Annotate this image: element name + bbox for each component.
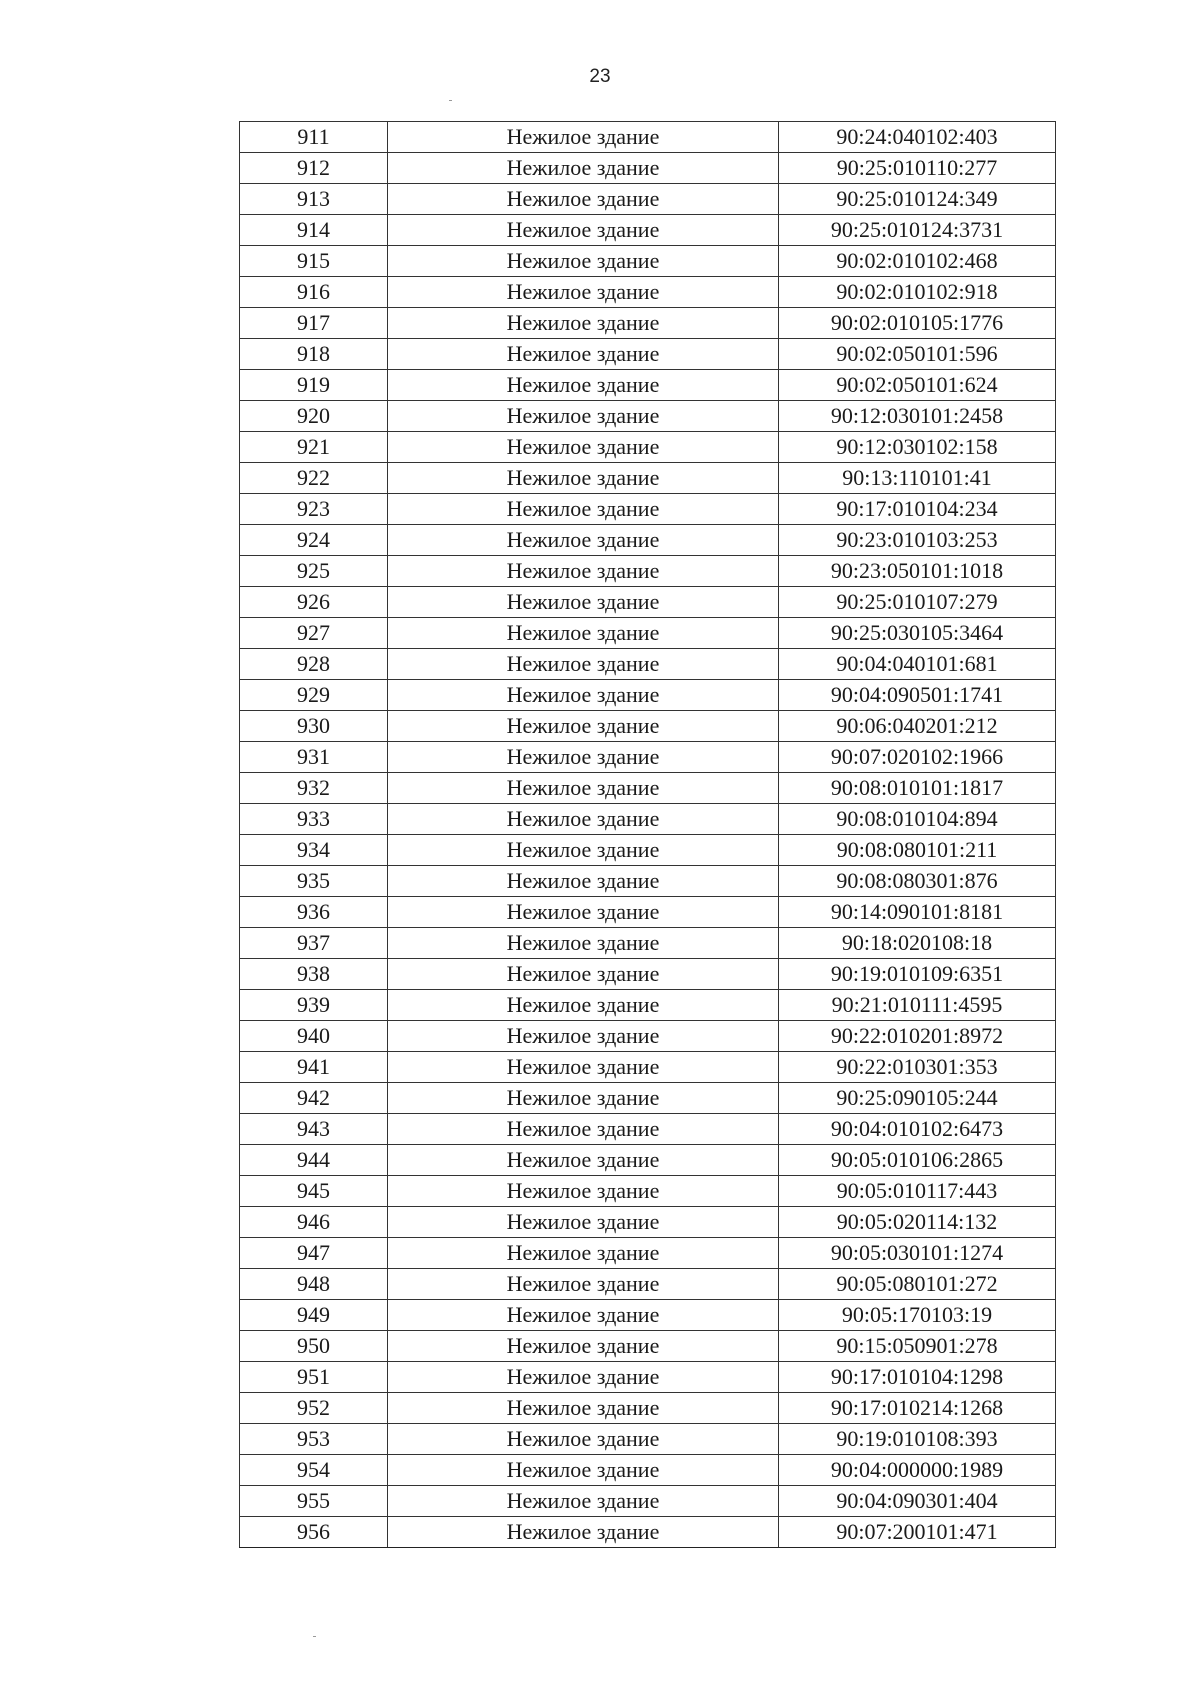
cadastral-number-cell: 90:25:010124:349: [779, 184, 1056, 215]
cadastral-number-cell: 90:08:080301:876: [779, 866, 1056, 897]
cadastral-number-cell: 90:17:010104:234: [779, 494, 1056, 525]
row-number-cell: 915: [240, 246, 388, 277]
table-row: [240, 184, 1056, 215]
page-number: 23: [589, 66, 611, 87]
cadastral-number-cell: 90:05:010117:443: [779, 1176, 1056, 1207]
row-number-cell: 923: [240, 494, 388, 525]
row-number-cell: 939: [240, 990, 388, 1021]
table-row: [240, 215, 1056, 246]
object-type-cell: Нежилое здание: [388, 680, 779, 711]
cadastral-number-cell: 90:02:050101:596: [779, 339, 1056, 370]
cadastral-number-cell: 90:06:040201:212: [779, 711, 1056, 742]
row-number-cell: 927: [240, 618, 388, 649]
row-number-cell: 912: [240, 153, 388, 184]
table-row: [240, 1455, 1056, 1486]
cadastral-number-cell: 90:21:010111:4595: [779, 990, 1056, 1021]
table-row: [240, 246, 1056, 277]
cadastral-number-cell: 90:04:000000:1989: [779, 1455, 1056, 1486]
cadastral-number-cell: 90:05:030101:1274: [779, 1238, 1056, 1269]
table-row: [240, 153, 1056, 184]
object-type-cell: Нежилое здание: [388, 711, 779, 742]
row-number-cell: 946: [240, 1207, 388, 1238]
table-row: [240, 556, 1056, 587]
row-number-cell: 948: [240, 1269, 388, 1300]
cadastral-number-cell: 90:19:010108:393: [779, 1424, 1056, 1455]
table-row: [240, 1021, 1056, 1052]
scan-speck: [313, 1636, 316, 1637]
table-row: [240, 1114, 1056, 1145]
row-number-cell: 942: [240, 1083, 388, 1114]
object-type-cell: Нежилое здание: [388, 153, 779, 184]
object-type-cell: Нежилое здание: [388, 122, 779, 153]
row-number-cell: 951: [240, 1362, 388, 1393]
object-type-cell: Нежилое здание: [388, 463, 779, 494]
row-number-cell: 922: [240, 463, 388, 494]
object-type-cell: Нежилое здание: [388, 649, 779, 680]
table-row: [240, 1393, 1056, 1424]
object-type-cell: Нежилое здание: [388, 1207, 779, 1238]
table-row: [240, 1300, 1056, 1331]
cadastral-number-cell: 90:05:020114:132: [779, 1207, 1056, 1238]
object-type-cell: Нежилое здание: [388, 897, 779, 928]
cadastral-number-cell: 90:04:090501:1741: [779, 680, 1056, 711]
cadastral-number-cell: 90:22:010201:8972: [779, 1021, 1056, 1052]
cadastral-number-cell: 90:05:080101:272: [779, 1269, 1056, 1300]
row-number-cell: 935: [240, 866, 388, 897]
row-number-cell: 920: [240, 401, 388, 432]
cadastral-number-cell: 90:08:010104:894: [779, 804, 1056, 835]
table-row: [240, 308, 1056, 339]
object-type-cell: Нежилое здание: [388, 1455, 779, 1486]
row-number-cell: 944: [240, 1145, 388, 1176]
object-type-cell: Нежилое здание: [388, 184, 779, 215]
cadastral-number-cell: 90:07:200101:471: [779, 1517, 1056, 1548]
table-row: [240, 1145, 1056, 1176]
object-type-cell: Нежилое здание: [388, 1176, 779, 1207]
row-number-cell: 940: [240, 1021, 388, 1052]
row-number-cell: 956: [240, 1517, 388, 1548]
object-type-cell: Нежилое здание: [388, 587, 779, 618]
table-row: [240, 587, 1056, 618]
table-row: [240, 525, 1056, 556]
object-type-cell: Нежилое здание: [388, 1300, 779, 1331]
object-type-cell: Нежилое здание: [388, 959, 779, 990]
table-row: [240, 432, 1056, 463]
table-row: [240, 1424, 1056, 1455]
row-number-cell: 931: [240, 742, 388, 773]
row-number-cell: 924: [240, 525, 388, 556]
object-type-cell: Нежилое здание: [388, 1083, 779, 1114]
table-row: [240, 401, 1056, 432]
cadastral-number-cell: 90:17:010214:1268: [779, 1393, 1056, 1424]
row-number-cell: 916: [240, 277, 388, 308]
row-number-cell: 937: [240, 928, 388, 959]
object-type-cell: Нежилое здание: [388, 773, 779, 804]
table-row: [240, 866, 1056, 897]
row-number-cell: 918: [240, 339, 388, 370]
cadastral-number-cell: 90:19:010109:6351: [779, 959, 1056, 990]
buildings-table: [239, 121, 1056, 1548]
object-type-cell: Нежилое здание: [388, 370, 779, 401]
cadastral-number-cell: 90:12:030101:2458: [779, 401, 1056, 432]
row-number-cell: 954: [240, 1455, 388, 1486]
object-type-cell: Нежилое здание: [388, 928, 779, 959]
object-type-cell: Нежилое здание: [388, 215, 779, 246]
object-type-cell: Нежилое здание: [388, 990, 779, 1021]
row-number-cell: 953: [240, 1424, 388, 1455]
row-number-cell: 943: [240, 1114, 388, 1145]
row-number-cell: 952: [240, 1393, 388, 1424]
table-row: [240, 1207, 1056, 1238]
cadastral-number-cell: 90:17:010104:1298: [779, 1362, 1056, 1393]
table-row: [240, 742, 1056, 773]
object-type-cell: Нежилое здание: [388, 1393, 779, 1424]
cadastral-number-cell: 90:12:030102:158: [779, 432, 1056, 463]
object-type-cell: Нежилое здание: [388, 1362, 779, 1393]
table-row: [240, 804, 1056, 835]
object-type-cell: Нежилое здание: [388, 525, 779, 556]
object-type-cell: Нежилое здание: [388, 1052, 779, 1083]
table-row: [240, 494, 1056, 525]
object-type-cell: Нежилое здание: [388, 308, 779, 339]
cadastral-number-cell: 90:23:050101:1018: [779, 556, 1056, 587]
table-row: [240, 1331, 1056, 1362]
cadastral-number-cell: 90:25:010107:279: [779, 587, 1056, 618]
table-row: [240, 680, 1056, 711]
table-row: [240, 122, 1056, 153]
cadastral-number-cell: 90:08:010101:1817: [779, 773, 1056, 804]
table-row: [240, 1238, 1056, 1269]
row-number-cell: 921: [240, 432, 388, 463]
object-type-cell: Нежилое здание: [388, 804, 779, 835]
table-row: [240, 990, 1056, 1021]
cadastral-number-cell: 90:05:170103:19: [779, 1300, 1056, 1331]
table-row: [240, 649, 1056, 680]
row-number-cell: 917: [240, 308, 388, 339]
object-type-cell: Нежилое здание: [388, 1145, 779, 1176]
cadastral-number-cell: 90:14:090101:8181: [779, 897, 1056, 928]
table-row: [240, 773, 1056, 804]
cadastral-number-cell: 90:23:010103:253: [779, 525, 1056, 556]
cadastral-number-cell: 90:13:110101:41: [779, 463, 1056, 494]
cadastral-number-cell: 90:05:010106:2865: [779, 1145, 1056, 1176]
cadastral-number-cell: 90:07:020102:1966: [779, 742, 1056, 773]
cadastral-number-cell: 90:18:020108:18: [779, 928, 1056, 959]
row-number-cell: 949: [240, 1300, 388, 1331]
table-row: [240, 1269, 1056, 1300]
table-row: [240, 370, 1056, 401]
row-number-cell: 950: [240, 1331, 388, 1362]
row-number-cell: 947: [240, 1238, 388, 1269]
object-type-cell: Нежилое здание: [388, 1517, 779, 1548]
object-type-cell: Нежилое здание: [388, 1114, 779, 1145]
object-type-cell: Нежилое здание: [388, 1424, 779, 1455]
table-row: [240, 618, 1056, 649]
cadastral-number-cell: 90:04:040101:681: [779, 649, 1056, 680]
table-body: [240, 122, 1056, 1548]
object-type-cell: Нежилое здание: [388, 246, 779, 277]
object-type-cell: Нежилое здание: [388, 401, 779, 432]
row-number-cell: 929: [240, 680, 388, 711]
row-number-cell: 919: [240, 370, 388, 401]
row-number-cell: 936: [240, 897, 388, 928]
object-type-cell: Нежилое здание: [388, 742, 779, 773]
object-type-cell: Нежилое здание: [388, 1021, 779, 1052]
object-type-cell: Нежилое здание: [388, 835, 779, 866]
object-type-cell: Нежилое здание: [388, 1238, 779, 1269]
cadastral-number-cell: 90:02:050101:624: [779, 370, 1056, 401]
table-row: [240, 1362, 1056, 1393]
object-type-cell: Нежилое здание: [388, 1331, 779, 1362]
object-type-cell: Нежилое здание: [388, 432, 779, 463]
cadastral-number-cell: 90:22:010301:353: [779, 1052, 1056, 1083]
row-number-cell: 928: [240, 649, 388, 680]
cadastral-number-cell: 90:25:010124:3731: [779, 215, 1056, 246]
row-number-cell: 932: [240, 773, 388, 804]
table-row: [240, 928, 1056, 959]
cadastral-number-cell: 90:08:080101:211: [779, 835, 1056, 866]
table-row: [240, 1052, 1056, 1083]
table-row: [240, 897, 1056, 928]
object-type-cell: Нежилое здание: [388, 1486, 779, 1517]
table-row: [240, 711, 1056, 742]
row-number-cell: 934: [240, 835, 388, 866]
row-number-cell: 914: [240, 215, 388, 246]
object-type-cell: Нежилое здание: [388, 618, 779, 649]
table-row: [240, 1486, 1056, 1517]
object-type-cell: Нежилое здание: [388, 494, 779, 525]
cadastral-number-cell: 90:15:050901:278: [779, 1331, 1056, 1362]
cadastral-number-cell: 90:04:010102:6473: [779, 1114, 1056, 1145]
cadastral-number-cell: 90:25:090105:244: [779, 1083, 1056, 1114]
row-number-cell: 933: [240, 804, 388, 835]
row-number-cell: 911: [240, 122, 388, 153]
cadastral-number-cell: 90:04:090301:404: [779, 1486, 1056, 1517]
object-type-cell: Нежилое здание: [388, 339, 779, 370]
object-type-cell: Нежилое здание: [388, 1269, 779, 1300]
row-number-cell: 945: [240, 1176, 388, 1207]
cadastral-number-cell: 90:02:010102:468: [779, 246, 1056, 277]
row-number-cell: 913: [240, 184, 388, 215]
row-number-cell: 925: [240, 556, 388, 587]
row-number-cell: 930: [240, 711, 388, 742]
table-row: [240, 339, 1056, 370]
table-row: [240, 835, 1056, 866]
object-type-cell: Нежилое здание: [388, 866, 779, 897]
cadastral-number-cell: 90:02:010102:918: [779, 277, 1056, 308]
scan-speck: [449, 100, 452, 101]
cadastral-number-cell: 90:25:010110:277: [779, 153, 1056, 184]
row-number-cell: 938: [240, 959, 388, 990]
row-number-cell: 941: [240, 1052, 388, 1083]
row-number-cell: 926: [240, 587, 388, 618]
table-row: [240, 463, 1056, 494]
cadastral-number-cell: 90:25:030105:3464: [779, 618, 1056, 649]
object-type-cell: Нежилое здание: [388, 277, 779, 308]
cadastral-number-cell: 90:02:010105:1776: [779, 308, 1056, 339]
object-type-cell: Нежилое здание: [388, 556, 779, 587]
table-row: [240, 959, 1056, 990]
table-row: [240, 1176, 1056, 1207]
row-number-cell: 955: [240, 1486, 388, 1517]
table-row: [240, 277, 1056, 308]
table-row: [240, 1517, 1056, 1548]
table-row: [240, 1083, 1056, 1114]
cadastral-number-cell: 90:24:040102:403: [779, 122, 1056, 153]
